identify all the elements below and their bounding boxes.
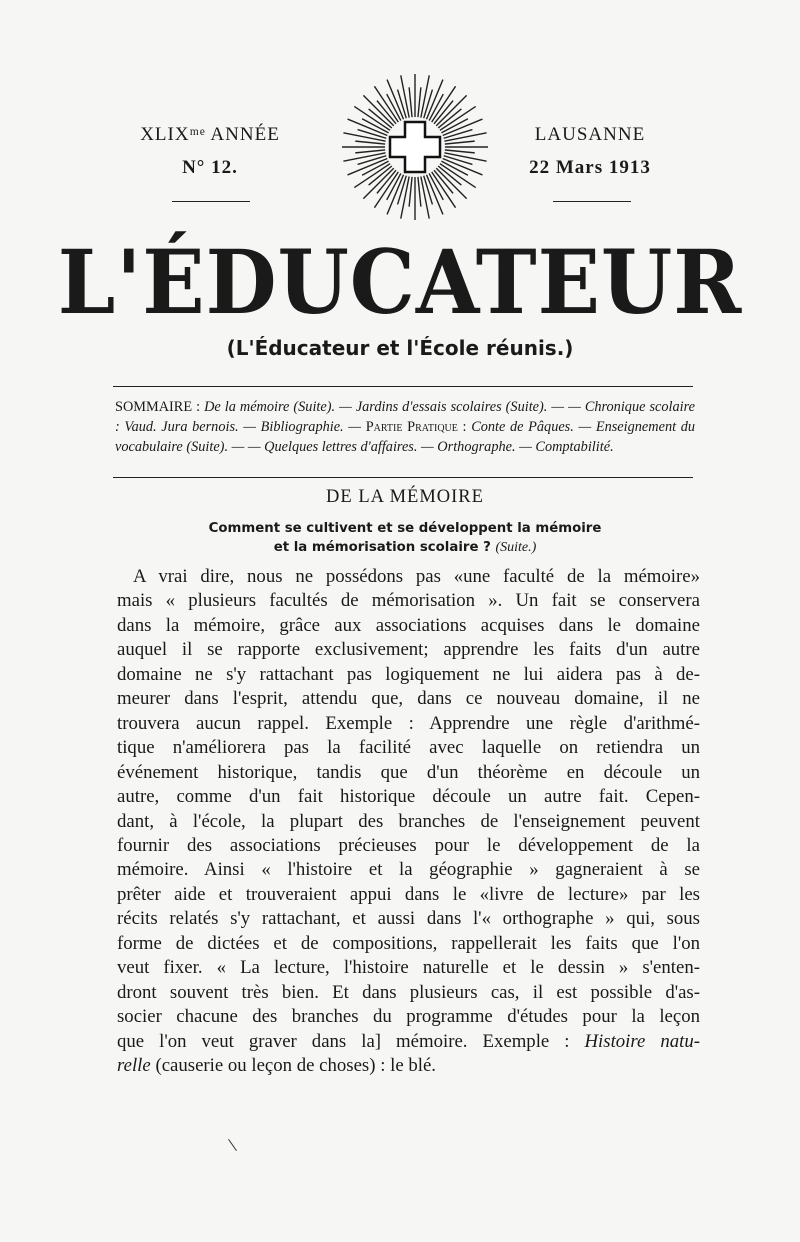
italic-term-end: relle [117,1055,151,1077]
body-line: auquel il se rapporte exclusivement; apprendre les faits d'un autre [117,639,700,661]
masthead-right [490,118,690,184]
year-label: XLIXᵐᵉ ANNÉE [140,124,280,145]
summary-block [115,397,695,457]
body-line: fournir des associations précieuses pour le développement de la [117,834,700,856]
stray-mark [228,1139,237,1151]
article-subtitle-line1: Comment se cultivent et se développent la mémoire [208,521,602,536]
body-line: socier chacune des branches du programme d'études pour la leçon [117,1006,700,1028]
emblem-ray [443,141,475,144]
body-line: meurer dans l'esprit, attendu que, dans ce nouveau domaine, il ne [117,688,700,710]
summary-part-items: Conte de Pâques. — Enseignement du vocabulaire (Suite). — — Quelques lettres d'affaires. — Orthographe. — Comptabilité. [115,419,696,455]
body-line: tique n'améliorera pas la facilité avec laquelle on retiendra un [117,737,700,759]
body-line: veut fixer. « La lecture, l'histoire naturelle et le dessin » s'enten- [117,957,700,979]
masthead-rule-left [172,201,250,202]
emblem-ray [409,87,412,119]
body-line: dant, à l'école, la plupart des branches de l'enseignement peuvent [117,810,700,832]
emblem-ray [355,141,387,144]
body-line-final [117,1054,700,1078]
emblem-ray [443,150,475,153]
summary-items: De la mémoire (Suite). — Jardins d'essais scolaires (Suite). — — Chronique scolaire : Vaud. Jura bernois. — Bibliographie. — [115,399,695,435]
city-label: LAUSANNE [534,124,646,145]
body-line: événement historique, tandis que d'un théorème en découle un [117,761,700,783]
issue-date: 22 Mars 1913 [529,157,651,178]
body-line: autre, comme d'un fait historique découle un autre fait. Cepen- [117,786,700,808]
body-line: dans la mémoire, grâce aux associations acquises dans le domaine [117,614,700,636]
body-line: dront souvent très bien. Et dans plusieurs cas, il est possible d'as- [117,981,700,1003]
emblem-ray [409,175,412,207]
body-line-text: que l'on veut graver dans la] mémoire. Exemple : [117,1030,570,1052]
masthead-rule-right [553,201,631,202]
emblem-ray [418,87,421,119]
masthead-left [110,118,310,184]
swiss-cross-emblem [340,72,490,222]
article-subtitle-suite: (Suite.) [495,540,537,555]
italic-term: Histoire natu- [584,1030,700,1052]
body-line: forme de dictées et de compositions, rappellerait les faits que l'on [117,932,700,954]
summary-part-label: Partie Pratique : [365,419,467,435]
article-body [117,565,700,1079]
body-line: mais « plusieurs facultés de mémorisation ». Un fait se conservera [117,590,700,612]
body-line: prêter aide et trouveraient appui dans le «livre de lecture» par les [117,883,700,905]
body-line: trouvera aucun rappel. Exemple : Apprendre une règle d'arithmé- [117,712,700,734]
body-line: domaine ne s'y rattachant pas logiquement ne lui aidera pas à de- [117,663,700,685]
body-line-with-italic [117,1030,700,1054]
summary-rule-top [113,386,693,387]
issue-number: N° 12. [182,157,238,178]
journal-subtitle: (L'Éducateur et l'École réunis.) [226,336,574,360]
summary-label: SOMMAIRE : [115,399,201,415]
emblem-ray [355,150,387,153]
body-line: mémoire. Ainsi « l'histoire et la géographie » gagneraient à se [117,859,700,881]
body-line: récits relatés s'y rattachant, et aussi dans l'« orthographe » qui, sous [117,908,700,930]
article-subtitle-line2: et la mémorisation scolaire ? [273,540,491,555]
body-line: A vrai dire, nous ne possédons pas «une faculté de la mémoire» [133,566,700,587]
emblem-ray [418,175,421,207]
article-subtitle [0,519,800,557]
summary-rule-bottom [113,477,693,478]
journal-title: L'ÉDUCATEUR [57,230,743,334]
article-title: DE LA MÉMOIRE [326,487,484,507]
final-text: (causerie ou leçon de choses) : le blé. [155,1055,436,1077]
